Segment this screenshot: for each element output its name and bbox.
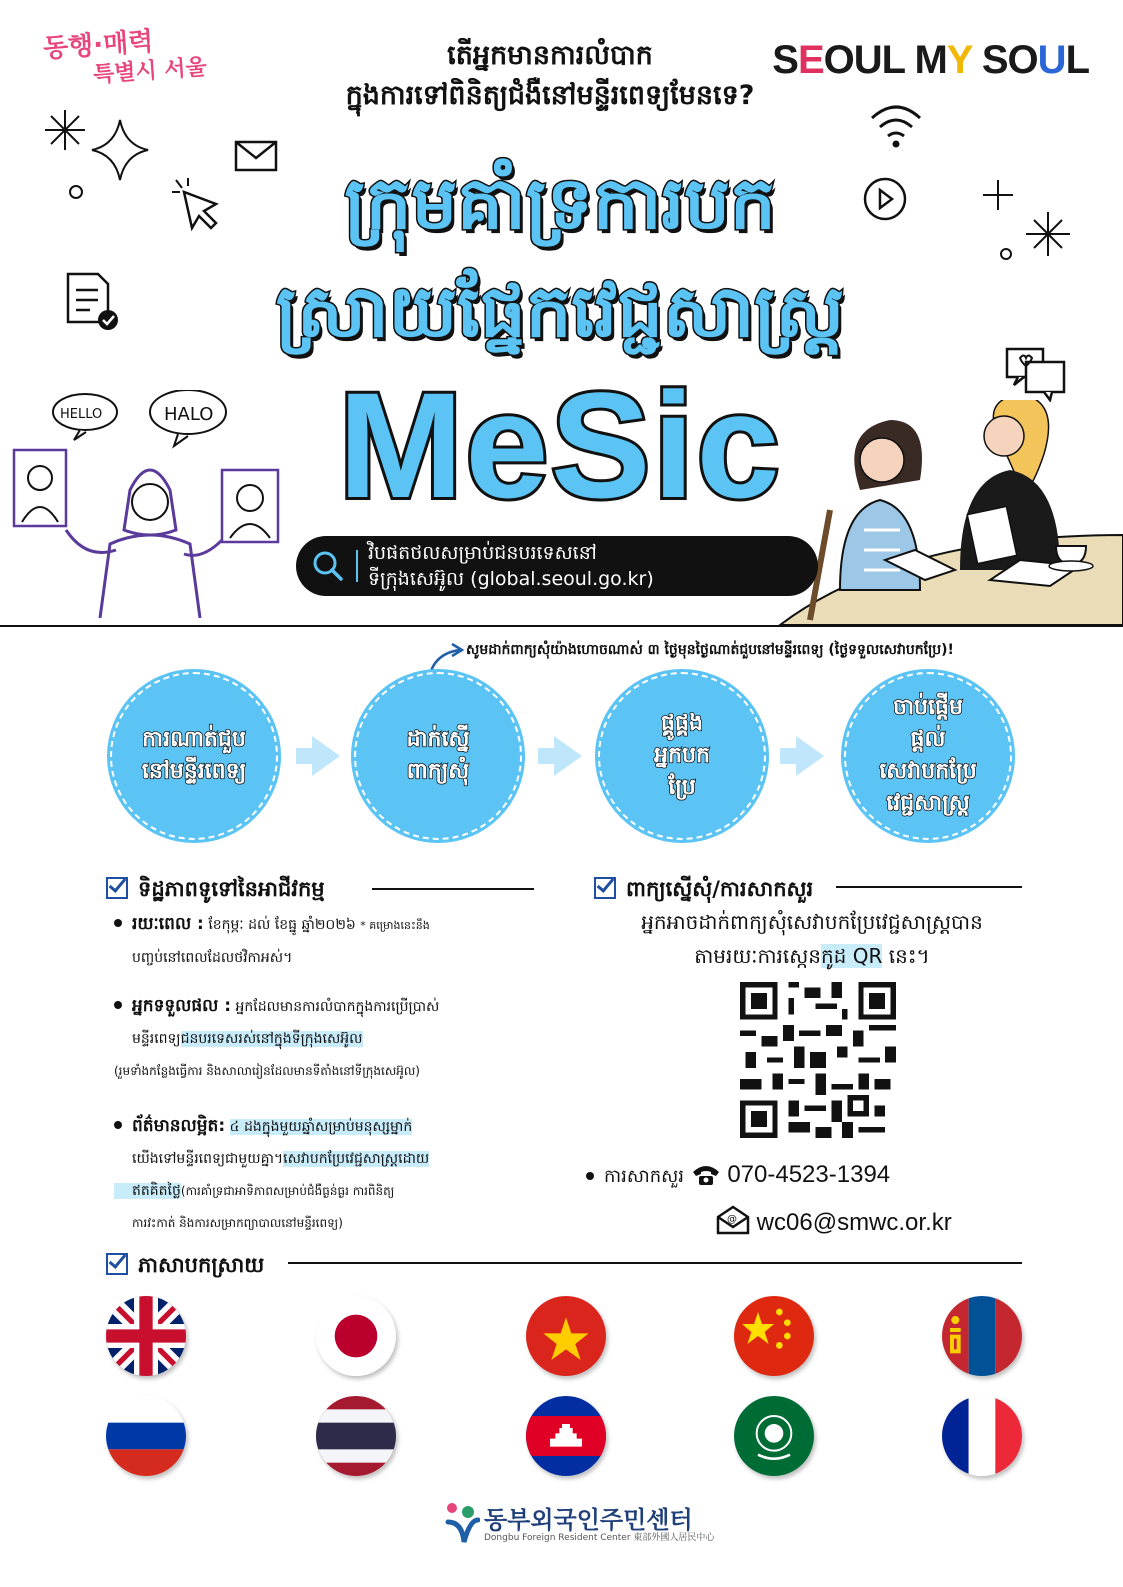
step-label: ដាក់ស្នើ ពាក្យសុំ	[406, 727, 470, 784]
beneficiaries-value2a: មន្ទីរពេទ្យ	[132, 1031, 181, 1047]
overview-heading	[106, 874, 325, 907]
step-submit-application	[354, 672, 522, 840]
center-subtitle: Dongbu Foreign Resident Center 東部外國人居民中心	[484, 1533, 715, 1543]
svg-text:@: @	[727, 1214, 737, 1225]
step-arrow	[296, 736, 340, 776]
inquiry-phone-row	[586, 1158, 890, 1191]
question-line2: ក្នុងការទៅពិនិត្យជំងឺនៅមន្ទីរពេទ្យមែនទេ?	[345, 80, 755, 111]
portal-url-text	[368, 540, 654, 592]
email-address[interactable]: wc06@smwc.or.kr	[756, 1209, 952, 1236]
beneficiaries-value2b: ជនបរទេសរស់នៅក្នុងទីក្រុងសេអ៊ូល	[180, 1031, 363, 1047]
request-description	[592, 905, 1032, 973]
search-icon	[310, 548, 346, 584]
checkbox-icon	[106, 877, 128, 899]
search-divider	[356, 550, 358, 582]
halo-bubble-text: HALO	[164, 404, 214, 425]
details-value2b: សេវាបកប្រែវេជ្ជសាស្ត្រដោយ	[283, 1151, 430, 1167]
cambodia-flag-icon	[526, 1396, 606, 1476]
overview-rule	[372, 888, 534, 890]
beneficiaries-value: អ្នកដែលមានការលំបាកក្នុងការប្រើប្រាស់	[235, 999, 440, 1015]
application-deadline-note: សូមដាក់ពាក្យសុំយ៉ាងហោចណាស់ ៣ ថ្ងៃមុនថ្ងៃណាត់ជួបនៅមន្ទីរពេទ្យ (ថ្ងៃទទួលសេវាបកប្រែ)!	[466, 642, 954, 658]
step-label: ផ្គូផ្គង អ្នកបក ប្រែ	[654, 711, 710, 800]
bullet	[114, 919, 122, 927]
center-logo-icon	[444, 1500, 480, 1544]
step-label: ចាប់ផ្ដើម ផ្តល់ សេវាបកប្រែ វេជ្ជសាស្ត្រ	[879, 695, 977, 816]
step-arrow	[538, 736, 582, 776]
step-label: ការណាត់ជួប នៅមន្ទីរពេទ្យ	[141, 727, 247, 784]
email-icon	[716, 1205, 750, 1235]
japan-flag-icon	[316, 1296, 396, 1376]
request-line2a: តាមរយៈការស្កេន	[694, 944, 821, 968]
sparkle-right-icons	[978, 172, 1078, 264]
step-start-service	[844, 672, 1012, 840]
details-value4: ការវះកាត់ និងការសម្រាកព្យាបាលនៅមន្ទីរពេទ្យ)	[132, 1216, 343, 1230]
overview-heading-text: ទិដ្ឋភាពទូទៅនៃអាជីវកម្ម	[138, 877, 325, 901]
details-value3a: ឥតគិតថ្លៃ	[114, 1183, 181, 1199]
portal-search-bar	[296, 536, 818, 596]
hello-bubble-text: HELLO	[60, 407, 103, 422]
china-flag-icon	[734, 1296, 814, 1376]
vietnam-flag-icon	[526, 1296, 606, 1376]
thailand-flag-icon	[316, 1396, 396, 1476]
inquiry-email-row	[716, 1200, 952, 1237]
request-line2	[592, 939, 1032, 973]
languages-heading	[106, 1250, 264, 1283]
step-arrow	[780, 736, 824, 776]
details-value3b: (ការគាំទ្រជាអាទិភាពសម្រាប់ជំងឺធ្ងន់ធ្ងរ ការពិនិត្យ	[180, 1184, 395, 1198]
france-flag-icon	[942, 1396, 1022, 1476]
details-value2a: យើងទៅមន្ទីរពេទ្យជាមួយគ្នា។	[132, 1151, 284, 1167]
search-line1: វិបផតថលសម្រាប់ជនបរទេសនៅ	[368, 542, 597, 564]
mongolia-flag-icon	[942, 1296, 1022, 1376]
beneficiaries-label: អ្នកទទួលផល :	[132, 996, 232, 1016]
languages-rule	[288, 1262, 1022, 1264]
overview-period	[114, 908, 554, 974]
checkbox-icon	[106, 1253, 128, 1275]
seoul-city-slogan-logo	[42, 22, 226, 94]
seoul-my-soul-logo: SEOUL MY SOUL	[772, 38, 1089, 82]
period-label: រយៈពេល :	[132, 914, 204, 934]
bullet	[114, 1121, 122, 1129]
period-value: ខែកុម្ភៈ ដល់ ខែធ្នូ ឆ្នាំ២០២៦	[208, 917, 356, 933]
request-line1: អ្នកអាចដាក់ពាក្យសុំសេវាបកប្រែវេជ្ជសាស្ត្របាន	[641, 910, 983, 934]
beneficiaries-value3: (រួមទាំងកន្លែងធ្វើការ និងសាលារៀនដែលមានទីតាំងនៅទីក្រុងសេអ៊ូល)	[114, 1064, 420, 1078]
application-qr-code[interactable]	[740, 982, 896, 1138]
request-line2c: នេះ។	[888, 944, 930, 968]
header-divider	[0, 625, 1123, 627]
mesic-brand-title: MeSic	[338, 361, 782, 529]
phone-icon	[691, 1162, 721, 1186]
request-rule	[836, 886, 1022, 888]
period-note2: បញ្ចប់នៅពេលដែលថវិកាអស់។	[132, 950, 293, 966]
two-women-talking-illustration	[760, 400, 1123, 625]
qr-highlight: កូដ QR	[820, 944, 883, 968]
main-title-line2: ស្រាយផ្នែកវេជ្ជសាស្ត្រ	[275, 269, 845, 353]
wifi-icon	[866, 100, 926, 150]
logo-left-line1: 동행·매력	[42, 26, 155, 65]
header-question	[230, 36, 870, 116]
main-title-line1: ក្រុមគាំទ្រការបក	[344, 161, 776, 245]
step-hospital-appointment	[110, 672, 278, 840]
arab-league-flag-icon	[734, 1396, 814, 1476]
request-heading-text: ពាក្យស្នើសុំ/ការសាកសួរ	[626, 877, 814, 901]
bullet	[586, 1172, 594, 1180]
request-heading	[594, 874, 813, 907]
period-note: * គម្រោងនេះនឹង	[360, 919, 430, 932]
languages-heading-text: ភាសាបកស្រាយ	[138, 1253, 265, 1277]
question-line1: តើអ្នកមានការលំបាក	[447, 40, 653, 71]
document-check-icon	[64, 270, 124, 334]
logo-left-line2: 특별시 서울	[92, 54, 208, 88]
overview-beneficiaries	[114, 990, 564, 1087]
chat-bubbles-icon	[1004, 346, 1068, 402]
details-label: ព័ត៌មានលម្អិត:	[132, 1116, 226, 1136]
search-line2: ទីក្រុងសេអ៊ូល (global.seoul.go.kr)	[368, 568, 654, 590]
center-name: 동부외국인주민센터	[484, 1506, 693, 1534]
overview-details	[114, 1110, 564, 1239]
bullet	[114, 1001, 122, 1009]
sparkle-icons	[40, 100, 160, 210]
inquiry-label: ការសាកសួរ	[604, 1166, 684, 1187]
uk-flag-icon	[106, 1296, 186, 1376]
russia-flag-icon	[106, 1396, 186, 1476]
woman-holding-photos-illustration	[10, 390, 300, 618]
details-value: ៤ ដងក្នុងមួយឆ្នាំសម្រាប់មនុស្សម្នាក់	[229, 1119, 413, 1135]
phone-number[interactable]: 070-4523-1394	[727, 1161, 891, 1188]
step-match-interpreter	[598, 672, 766, 840]
checkbox-icon	[594, 877, 616, 899]
